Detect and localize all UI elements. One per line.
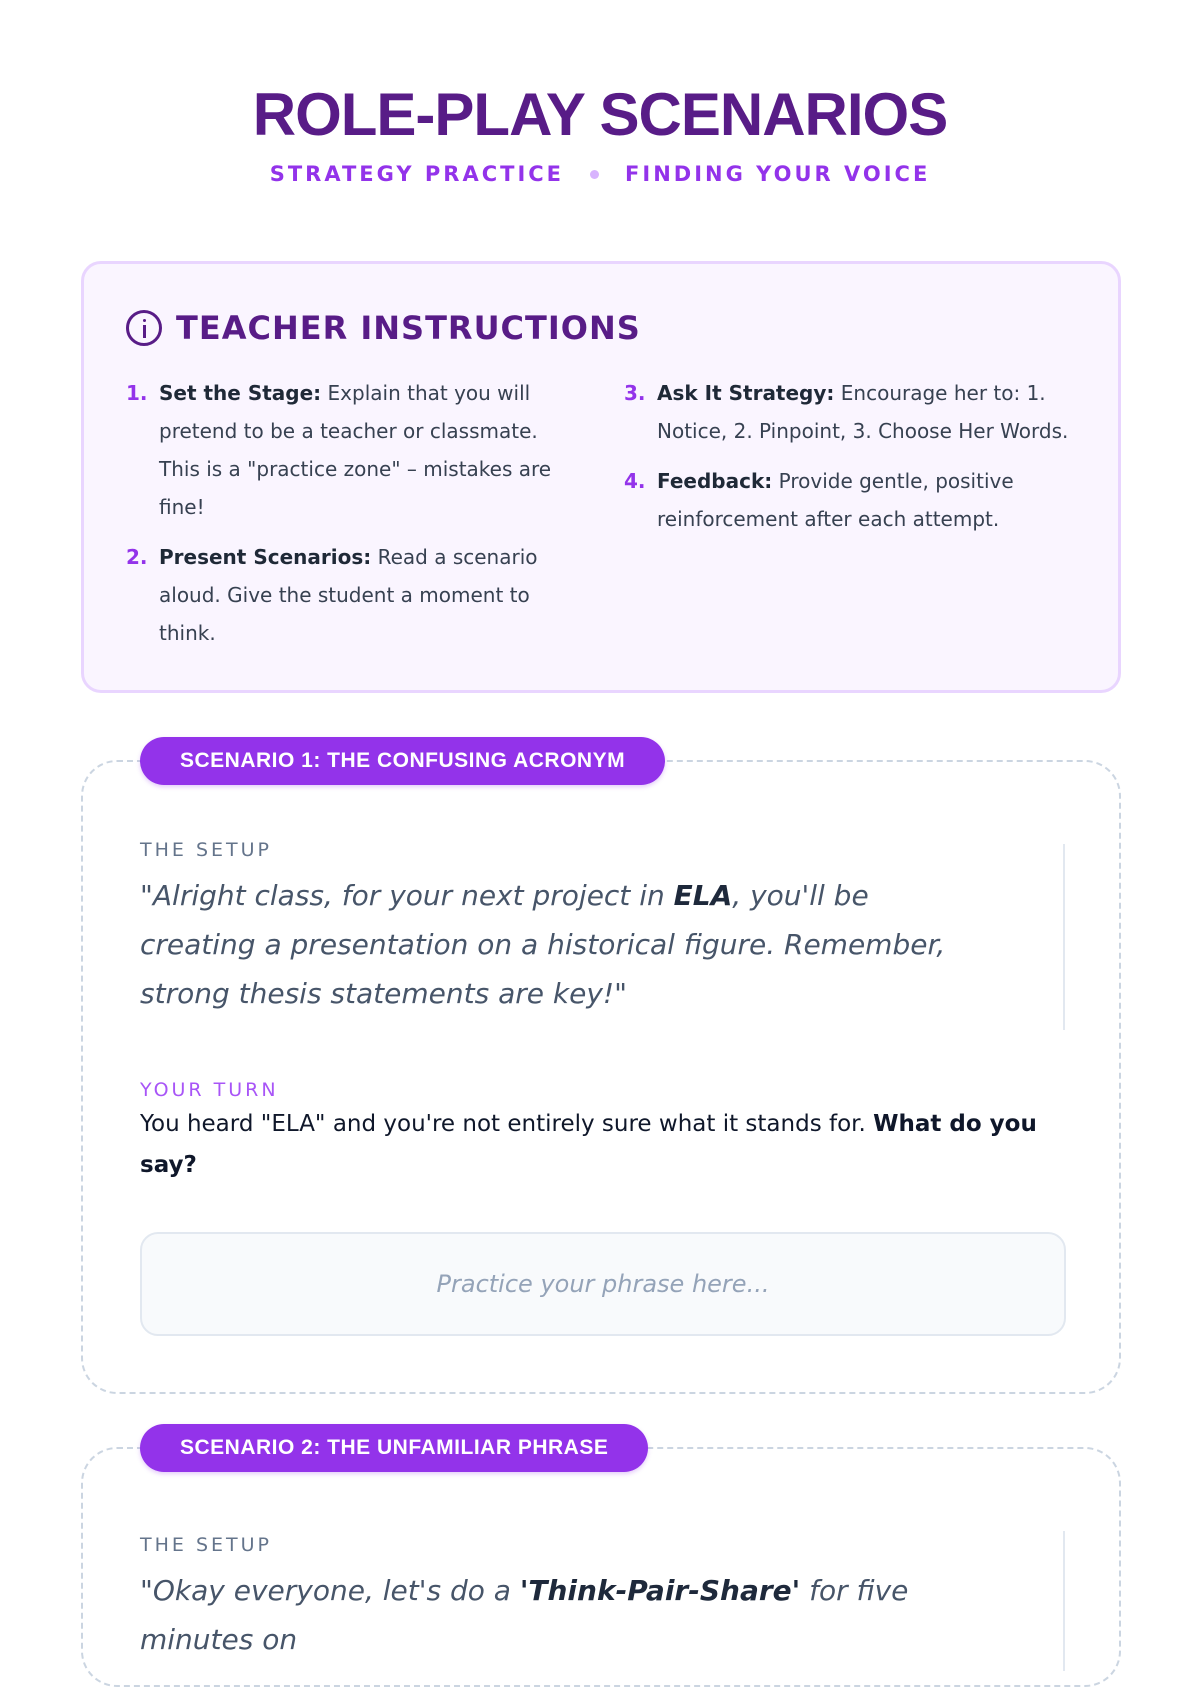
quote-emphasis: ELA	[673, 879, 733, 912]
practice-input[interactable]: Practice your phrase here...	[140, 1232, 1066, 1336]
instruction-number: 3.	[624, 381, 646, 405]
instructions-header	[126, 309, 641, 347]
instructions-title: TEACHER INSTRUCTIONS	[176, 309, 641, 347]
quote-text: "Alright class, for your next project in	[140, 879, 674, 912]
instruction-number: 4.	[624, 469, 646, 493]
your-turn-prompt	[140, 1104, 1040, 1186]
subtitle-left: STRATEGY PRACTICE	[269, 162, 565, 186]
instruction-item	[624, 462, 1074, 538]
instruction-item	[126, 374, 566, 526]
instruction-text: Explain that you will pretend to be a teacher or classmate. This is a "practice zone" – mistakes are fine!	[159, 381, 552, 519]
setup-quote	[140, 1566, 990, 1664]
prompt-question: What do you say?	[140, 1111, 1037, 1178]
quote-text: "Okay everyone, let's do a	[140, 1574, 520, 1607]
setup-label: THE SETUP	[140, 1534, 272, 1556]
instruction-heading: Present Scenarios:	[159, 545, 372, 569]
subtitle-right: FINDING YOUR VOICE	[625, 162, 931, 186]
page-subtitle	[0, 162, 1200, 186]
instruction-heading: Feedback:	[657, 469, 773, 493]
instructions-list-left	[126, 374, 566, 664]
instruction-heading: Ask It Strategy:	[657, 381, 835, 405]
instruction-number: 1.	[126, 381, 148, 405]
your-turn-label: YOUR TURN	[140, 1079, 279, 1101]
setup-label: THE SETUP	[140, 839, 272, 861]
setup-divider	[1063, 1531, 1065, 1671]
instructions-list-right	[624, 374, 1074, 550]
setup-divider	[1063, 844, 1065, 1030]
scenario-title-pill: SCENARIO 2: THE UNFAMILIAR PHRASE	[140, 1424, 648, 1472]
setup-quote	[140, 871, 990, 1018]
instruction-text: Read a scenario aloud. Give the student a moment to think.	[159, 545, 538, 645]
scenario-card-2	[81, 1436, 1121, 1687]
instruction-heading: Set the Stage:	[159, 381, 322, 405]
subtitle-separator-dot	[590, 170, 599, 179]
instruction-number: 2.	[126, 545, 148, 569]
instruction-item	[624, 374, 1074, 450]
instruction-text: Provide gentle, positive reinforcement after each attempt.	[657, 469, 1014, 531]
quote-text: , you'll be creating a presentation on a historical figure. Remember, strong thesis statements are key!"	[140, 879, 946, 1010]
quote-emphasis: 'Think-Pair-Share'	[519, 1574, 801, 1607]
info-icon	[126, 310, 162, 346]
page-title: ROLE-PLAY SCENARIOS	[252, 81, 948, 148]
instruction-text: Encourage her to: 1. Notice, 2. Pinpoint, 3. Choose Her Words.	[657, 381, 1069, 443]
scenario-card-1	[81, 749, 1121, 1394]
instruction-item	[126, 538, 566, 652]
quote-text: for five minutes on	[140, 1574, 909, 1656]
prompt-text: You heard "ELA" and you're not entirely sure what it stands for.	[140, 1111, 874, 1137]
scenario-title-pill: SCENARIO 1: THE CONFUSING ACRONYM	[140, 737, 665, 785]
teacher-instructions-panel	[81, 261, 1121, 693]
